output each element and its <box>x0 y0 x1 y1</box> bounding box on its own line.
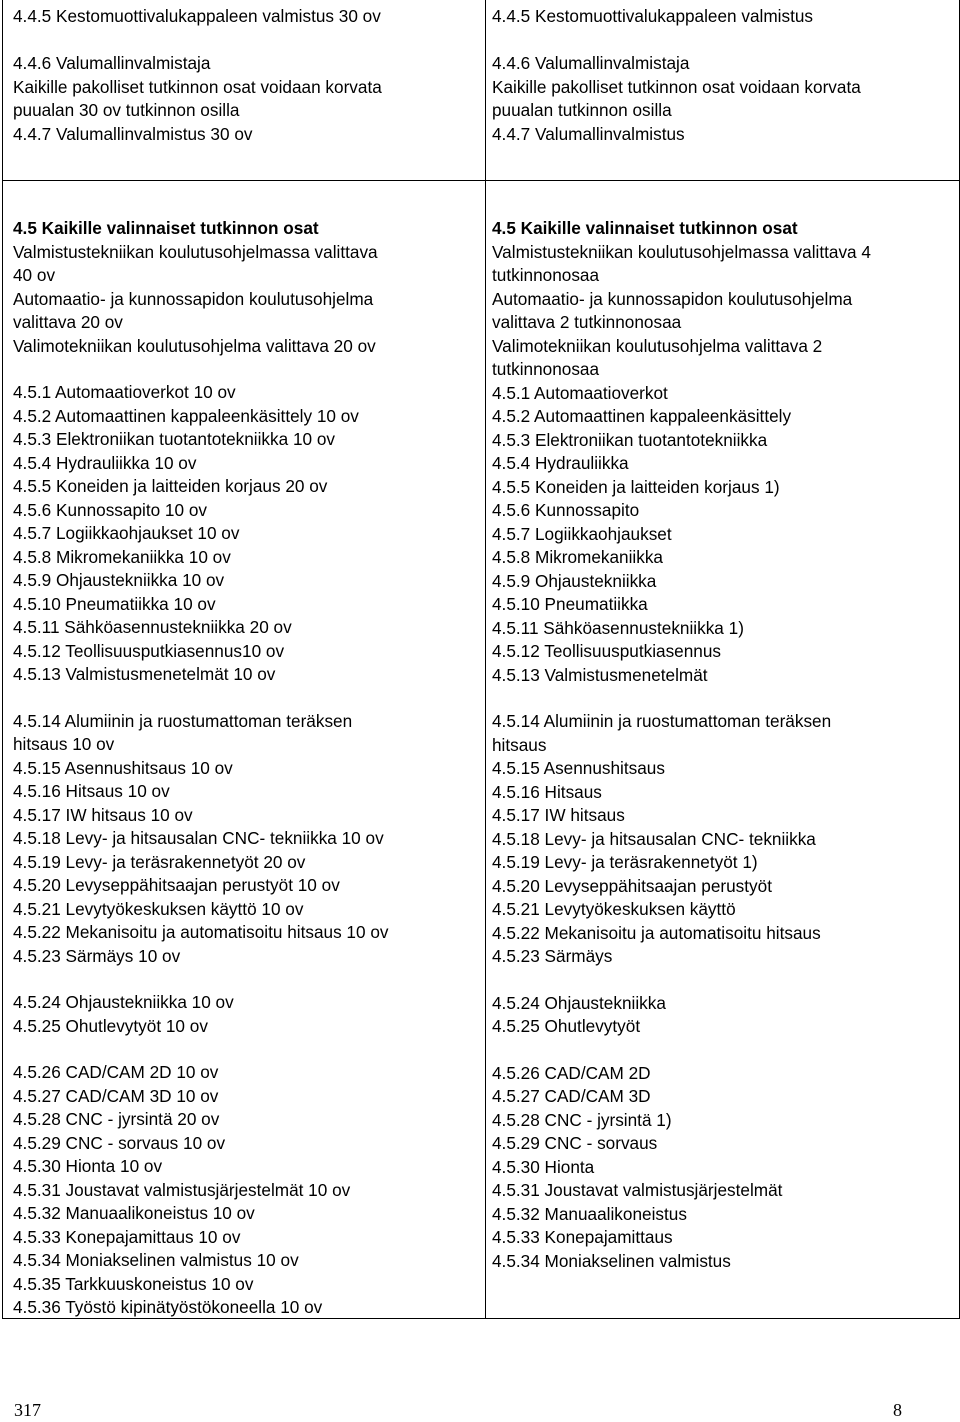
text-line: 4.5.28 CNC - jyrsintä 20 ov <box>13 1109 220 1129</box>
text-line <box>13 29 475 53</box>
text-line: 4.5.33 Konepajamittaus <box>492 1227 673 1247</box>
text-line: 4.5.24 Ohjaustekniikka 10 ov <box>13 992 234 1012</box>
text-line: 4.5.29 CNC - sorvaus 10 ov <box>13 1132 226 1153</box>
text-line: 40 ov <box>13 265 56 285</box>
text-line: tutkinnonosaa <box>492 265 600 285</box>
text-line: 4.5.12 Teollisuusputkiasennus10 ov <box>13 640 285 661</box>
text-line: 4.5.23 Särmäys 10 ov <box>13 945 181 966</box>
text-line: 4.5.16 Hitsaus <box>492 781 602 802</box>
text-line: 4.5.1 Automaatioverkot <box>492 382 668 403</box>
text-line: 4.5.7 Logiikkaohjaukset <box>492 523 672 544</box>
table-row-bottom <box>2 180 960 1319</box>
module-list <box>13 991 475 1038</box>
text-line: 4.5.26 CAD/CAM 2D 10 ov <box>13 1062 219 1082</box>
text-line: 4.5.2 Automaattinen kappaleenkäsittely <box>492 406 792 426</box>
text-line: 4.4.6 Valumallinvalmistaja <box>492 53 690 73</box>
text-line: 4.5.7 Logiikkaohjaukset 10 ov <box>13 523 240 543</box>
text-line: 4.5.4 Hydrauliikka 10 ov <box>13 452 197 473</box>
bottom-left-cell <box>13 217 475 1320</box>
text-line: 4.5.31 Joustavat valmistusjärjestelmät 10 ov <box>13 1179 351 1200</box>
text-line: 4.5.5 Koneiden ja laitteiden korjaus 20 ov <box>13 476 328 496</box>
text-line: 4.5.34 Moniakselinen valmistus <box>492 1250 731 1271</box>
text-line: 4.5.21 Levytyökeskuksen käyttö <box>492 899 736 919</box>
text-line: 4.5.24 Ohjaustekniikka <box>492 992 666 1013</box>
text-line: 4.5.19 Levy- ja teräsrakennetyöt 1) <box>492 852 758 872</box>
text-line: hitsaus <box>492 734 547 755</box>
text-line: 4.5.9 Ohjaustekniikka 10 ov <box>13 570 225 590</box>
text-line: 4.5.28 CNC - jyrsintä 1) <box>492 1109 672 1130</box>
text-line: 4.5.10 Pneumatiikka <box>492 594 648 614</box>
text-line: 4.5.10 Pneumatiikka 10 ov <box>13 593 216 614</box>
text-line: 4.5.13 Valmistusmenetelmät <box>492 664 708 685</box>
page-footer-left: 317 <box>14 1400 41 1420</box>
module-list <box>492 710 952 969</box>
text-line: Valimotekniikan koulutusohjelma valittava 2 <box>492 335 823 356</box>
text-line: Valimotekniikan koulutusohjelma valittava 20 ov <box>13 335 376 356</box>
text-line: Automaatio- ja kunnossapidon koulutusohjelma <box>492 288 853 309</box>
module-list <box>492 1062 952 1274</box>
text-line: 4.5.25 Ohutlevytyöt <box>492 1016 641 1036</box>
module-list <box>13 710 475 969</box>
text-line: valittava 20 ov <box>13 312 123 332</box>
text-line: 4.5.22 Mekanisoitu ja automatisoitu hitsaus 10 ov <box>13 922 389 942</box>
text-line: 4.5.16 Hitsaus 10 ov <box>13 781 170 801</box>
bottom-right-cell <box>492 217 952 1273</box>
module-list <box>13 1061 475 1320</box>
text-line: 4.5.2 Automaattinen kappaleenkäsittely 10 ov <box>13 405 359 426</box>
section-heading: 4.5 Kaikille valinnaiset tutkinnon osat <box>13 218 319 238</box>
text-line: 4.5.18 Levy- ja hitsausalan CNC- tekniikka <box>492 828 816 849</box>
text-line: 4.5.30 Hionta <box>492 1156 595 1177</box>
text-line: 4.5.25 Ohutlevytyöt 10 ov <box>13 1015 208 1036</box>
text-line: 4.5.30 Hionta 10 ov <box>13 1156 163 1176</box>
module-list <box>492 382 952 688</box>
text-line: 4.5.11 Sähköasennustekniikka 20 ov <box>13 617 292 637</box>
text-line: 4.5.14 Alumiinin ja ruostumattoman teräksen <box>492 711 832 731</box>
text-line: 4.5.3 Elektroniikan tuotantotekniikka <box>492 429 768 450</box>
column-divider <box>485 0 486 180</box>
text-line: 4.5.13 Valmistusmenetelmät 10 ov <box>13 664 276 684</box>
text-line: 4.5.6 Kunnossapito <box>492 500 640 520</box>
text-line: 4.5.27 CAD/CAM 3D <box>492 1086 651 1106</box>
text-line: 4.5.26 CAD/CAM 2D <box>492 1062 651 1083</box>
text-line: 4.4.6 Valumallinvalmistaja <box>13 53 211 73</box>
text-line: 4.5.29 CNC - sorvaus <box>492 1133 658 1153</box>
text-line: 4.5.21 Levytyökeskuksen käyttö 10 ov <box>13 898 304 919</box>
text-line: Kaikille pakolliset tutkinnon osat voidaan korvata <box>13 76 382 97</box>
text-line: 4.5.4 Hydrauliikka <box>492 453 629 473</box>
text-line: 4.5.15 Asennushitsaus <box>492 758 665 778</box>
text-line: 4.5.36 Työstö kipinätyöstökoneella 10 ov <box>13 1297 323 1317</box>
text-line: 4.5.34 Moniakselinen valmistus 10 ov <box>13 1250 299 1270</box>
text-line: 4.5.8 Mikromekaniikka <box>492 547 663 567</box>
text-line: Kaikille pakolliset tutkinnon osat voidaan korvata <box>492 76 861 97</box>
text-line: Valmistustekniikan koulutusohjelmassa valittava 4 <box>492 241 871 262</box>
text-line: 4.5.23 Särmäys <box>492 946 613 966</box>
text-line: 4.5.33 Konepajamittaus 10 ov <box>13 1226 241 1247</box>
text-line: 4.5.19 Levy- ja teräsrakennetyöt 20 ov <box>13 851 306 872</box>
column-divider <box>485 180 486 1318</box>
text-line: 4.5.20 Levyseppähitsaajan perustyöt <box>492 875 772 896</box>
text-line: 4.5.12 Teollisuusputkiasennus <box>492 641 722 661</box>
text-line: 4.5.27 CAD/CAM 3D 10 ov <box>13 1085 219 1106</box>
text-line: puualan tutkinnon osilla <box>492 100 672 120</box>
text-line <box>492 29 952 53</box>
top-right-cell <box>492 5 952 146</box>
text-line: 4.4.7 Valumallinvalmistus <box>492 123 685 144</box>
comparison-table <box>2 0 958 1319</box>
text-line: 4.5.17 IW hitsaus <box>492 805 625 825</box>
text-line: tutkinnonosaa <box>492 359 600 379</box>
intro-text <box>13 241 475 359</box>
text-line: 4.5.3 Elektroniikan tuotantotekniikka 10 ov <box>13 429 335 449</box>
module-list <box>13 381 475 687</box>
text-line: 4.5.20 Levyseppähitsaajan perustyöt 10 ov <box>13 875 340 895</box>
text-line: 4.5.32 Manuaalikoneistus 10 ov <box>13 1203 255 1223</box>
text-line: 4.4.5 Kestomuottivalukappaleen valmistus <box>492 6 814 26</box>
section-heading: 4.5 Kaikille valinnaiset tutkinnon osat <box>492 218 798 238</box>
text-line: 4.5.15 Asennushitsaus 10 ov <box>13 757 233 778</box>
text-line: 4.5.1 Automaatioverkot 10 ov <box>13 382 236 402</box>
table-row-top <box>2 0 960 181</box>
text-line: 4.5.14 Alumiinin ja ruostumattoman teräksen <box>13 710 353 731</box>
text-line: 4.5.22 Mekanisoitu ja automatisoitu hitsaus <box>492 922 821 943</box>
text-line: 4.5.17 IW hitsaus 10 ov <box>13 804 193 825</box>
page-number: 8 <box>893 1400 902 1420</box>
text-line: 4.5.5 Koneiden ja laitteiden korjaus 1) <box>492 476 780 497</box>
text-line: 4.5.8 Mikromekaniikka 10 ov <box>13 546 231 567</box>
text-line: 4.4.5 Kestomuottivalukappaleen valmistus 30 ov <box>13 6 381 26</box>
text-line: 4.5.35 Tarkkuuskoneistus 10 ov <box>13 1273 254 1294</box>
text-line: hitsaus 10 ov <box>13 734 115 754</box>
text-line: Automaatio- ja kunnossapidon koulutusohjelma <box>13 288 374 309</box>
text-line: 4.5.9 Ohjaustekniikka <box>492 570 657 591</box>
text-line: Valmistustekniikan koulutusohjelmassa valittava <box>13 241 378 262</box>
text-line: 4.5.31 Joustavat valmistusjärjestelmät <box>492 1180 783 1200</box>
text-line: 4.5.18 Levy- ja hitsausalan CNC- tekniikka 10 ov <box>13 828 384 848</box>
text-line: 4.5.6 Kunnossapito 10 ov <box>13 499 207 520</box>
module-list <box>492 992 952 1039</box>
top-left-cell <box>13 5 475 146</box>
text-line: puualan 30 ov tutkinnon osilla <box>13 100 240 120</box>
intro-text <box>492 241 952 382</box>
text-line: valittava 2 tutkinnonosaa <box>492 312 682 332</box>
text-line: 4.5.32 Manuaalikoneistus <box>492 1203 687 1224</box>
text-line: 4.5.11 Sähköasennustekniikka 1) <box>492 617 744 638</box>
text-line: 4.4.7 Valumallinvalmistus 30 ov <box>13 123 253 144</box>
